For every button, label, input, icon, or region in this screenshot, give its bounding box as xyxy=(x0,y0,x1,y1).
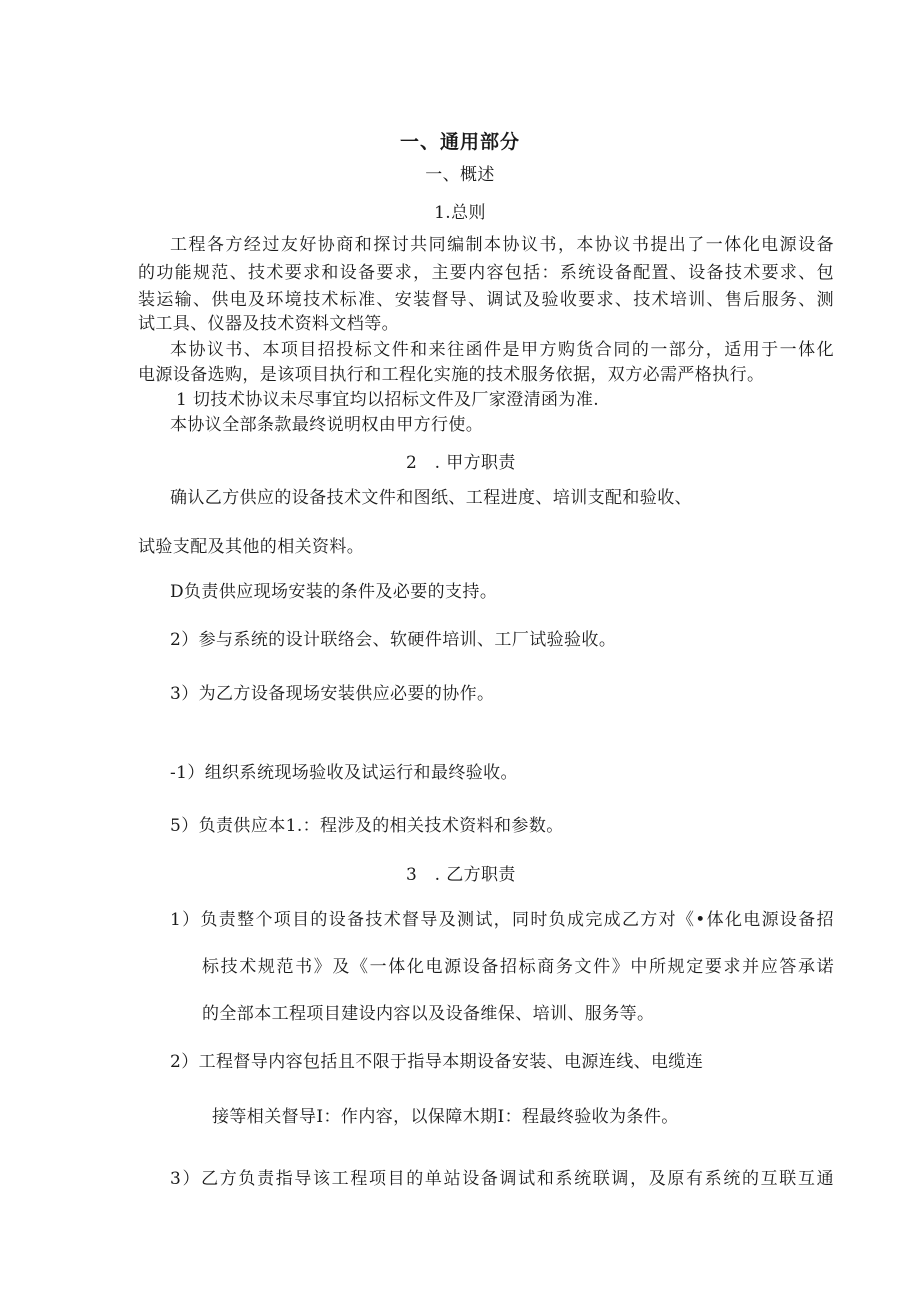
paragraph-line: 工程各方经过友好协商和探讨共同编制本协议书，本协议书提出了一体化电源设备 xyxy=(170,235,834,255)
paragraph-line: 本协议书、本项目招投标文件和来往函件是甲方购货合同的一部分，适用于一体化 xyxy=(170,340,834,360)
list-item: 3）为乙方设备现场安装供应必要的协作。 xyxy=(170,684,495,704)
list-item: 接等相关督导I：作内容，以保障木期I：程最终验收为条件。 xyxy=(212,1107,679,1127)
paragraph-line: 电源设备选购，是该项目执行和工程化实施的技术服务依据，双方必需严格执行。 xyxy=(138,365,765,385)
list-item: 试验支配及其他的相关资料。 xyxy=(138,537,365,557)
list-item: 的全部本工程项目建设内容以及设备维保、培训、服务等。 xyxy=(202,1004,655,1024)
paragraph-line: 试工具、仪器及技术资料文档等。 xyxy=(138,314,399,334)
list-item: 1）负责整个项目的设备技术督导及测试，同时负成完成乙方对《•体化电源设备招 xyxy=(170,910,834,930)
list-item: 确认乙方供应的设备技术文件和图纸、工程进度、培训支配和验收、 xyxy=(170,488,692,508)
section-heading-party-b: 3 . 乙方职责 xyxy=(406,865,516,885)
chapter-heading: 一、概述 xyxy=(425,165,495,185)
list-item: 标技术规范书》及《一体化电源设备招标商务文件》中所规定要求并应答承诺 xyxy=(202,957,834,977)
paragraph-line: 装运输、供电及环境技术标准、安装督导、调试及验收要求、技术培训、售后服务、测 xyxy=(138,290,834,310)
list-item: 5）负责供应本1.：程涉及的相关技术资料和参数。 xyxy=(170,816,564,836)
paragraph-line: 的功能规范、技术要求和设备要求，主要内容包括：系统设备配置、设备技术要求、包 xyxy=(138,263,834,283)
list-item: -1）组织系统现场验收及试运行和最终验收。 xyxy=(170,763,518,783)
list-item: D负责供应现场安装的条件及必要的支持。 xyxy=(170,582,498,602)
list-item: 2）参与系统的设计联络会、软硬件培训、工厂试验验收。 xyxy=(170,630,617,650)
list-item: 2）工程督导内容包括且不限于指导本期设备安装、电源连线、电缆连 xyxy=(170,1052,704,1072)
list-item: 3）乙方负责指导该工程项目的单站设备调试和系统联调，及原有系统的互联互通 xyxy=(170,1169,834,1189)
section-heading-party-a: 2 . 甲方职责 xyxy=(406,453,516,473)
document-title: 一、通用部分 xyxy=(399,131,520,153)
paragraph-line: 1 切技术协议未尽事宜均以招标文件及厂家澄清函为准. xyxy=(176,390,600,410)
paragraph-line: 本协议全部条款最终说明权由甲方行使。 xyxy=(170,415,484,435)
section-heading-general: 1.总则 xyxy=(434,203,486,223)
